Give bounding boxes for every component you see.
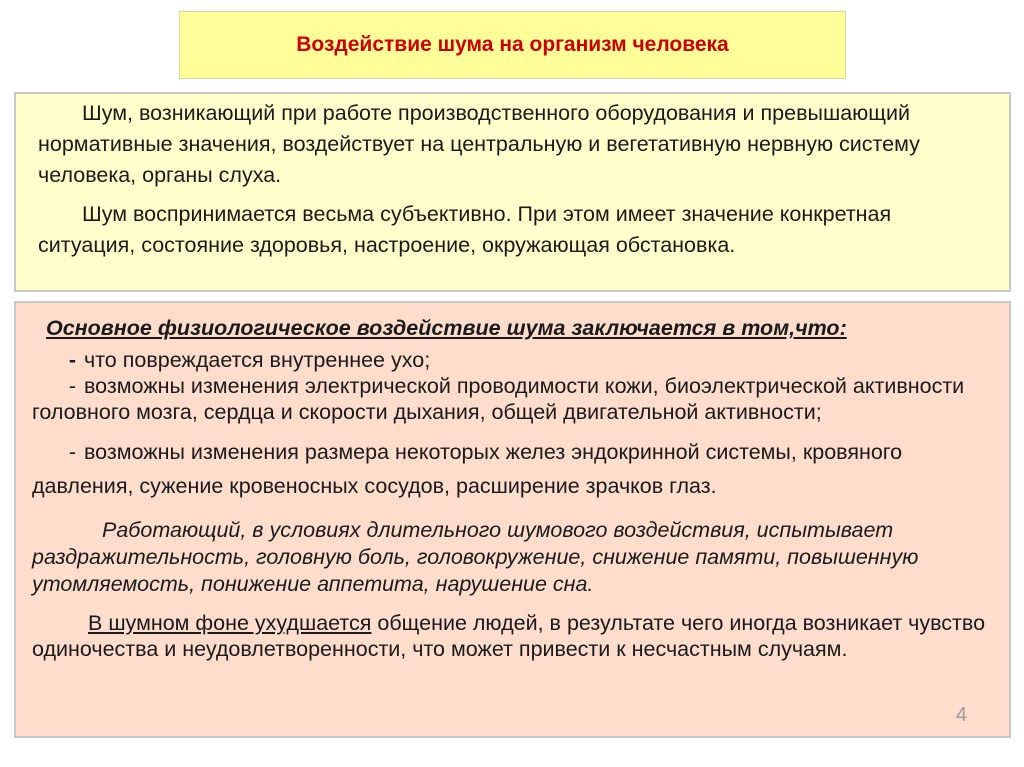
title-box	[179, 11, 846, 79]
underlined-phrase: В шумном фоне ухудшается	[88, 611, 372, 635]
intro-box	[14, 92, 1011, 292]
slide-title: Воздействие шума на организм человека	[296, 33, 729, 56]
last-paragraph-lead	[32, 611, 88, 635]
italic-paragraph-text: Работающий, в условиях длительного шумового воздействия, испытывает раздражительность, головную боль, головокружение, снижение памяти, повышенную утомляемость, понижение аппетита, нарушение сна.	[32, 518, 919, 596]
italic-paragraph-lead	[32, 518, 102, 542]
bullet-dash: -	[68, 348, 76, 372]
bullet-item-1	[32, 347, 989, 373]
bullet-dash: -	[68, 374, 76, 398]
italic-paragraph	[32, 517, 989, 598]
bullet-item-3	[32, 435, 989, 503]
bullet-item-2	[32, 373, 989, 425]
last-paragraph	[32, 610, 989, 662]
intro-paragraph-2: Шум воспринимается весьма субъективно. При этом имеет значение конкретная ситуация, состояние здоровья, настроение, окружающая обстановка.	[38, 202, 892, 257]
page-number: 4	[955, 704, 967, 726]
bullet-text-2: возможны изменения электрической проводимости кожи, биоэлектрической активности головного мозга, сердца и скорости дыхания, общей двигательной активности;	[32, 374, 965, 424]
bullet-text-3: возможны изменения размера некоторых желез эндокринной системы, кровяного давления, сужение кровеносных сосудов, расширение зрачков глаз.	[32, 440, 903, 498]
bullet-text-1: что повреждается внутреннее ухо;	[84, 348, 431, 372]
last-paragraph-text: общение людей, в результате чего иногда возникает чувство одиночества и неудовлетворенности, что может привести к несчастным случаям.	[32, 611, 986, 661]
intro-paragraph-1: Шум, возникающий при работе производственного оборудования и превышающий нормативные значения, воздействует на центральную и вегетативную нервную систему человека, органы слуха.	[38, 101, 920, 187]
main-heading: Основное физиологическое воздействие шума заключается в том,что:	[46, 316, 847, 340]
bullet-dash: -	[68, 440, 76, 464]
main-box	[14, 301, 1011, 738]
